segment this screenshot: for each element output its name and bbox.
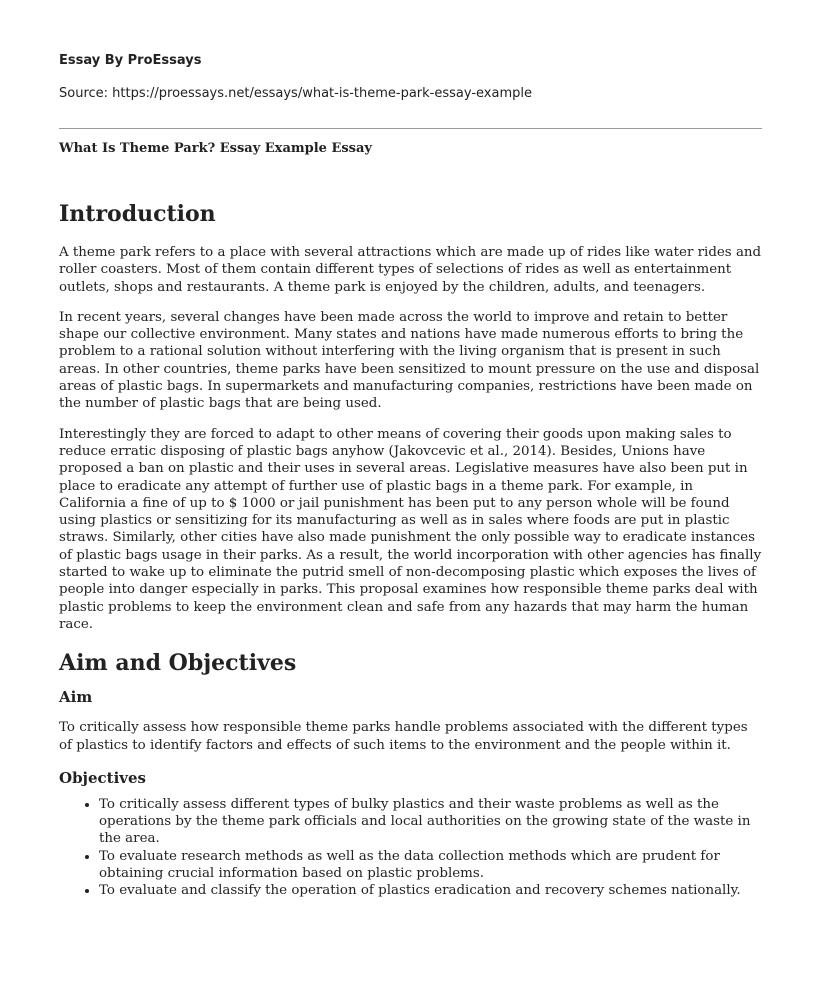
intro-paragraph-3: Interestingly they are forced to adapt to other means of covering their goods upon making sales to reduce erratic disposing of plastic bags anyhow (Jakovcevic et al., 2014). Besides, Unions have proposed a ban on plastic and their uses in several areas. Legislative measures have also been put in place to eradicate any attempt of further use of plastic bags in a theme park. For example, in California a fine of up to $ 1000 or jail punishment has been put to any person whole will be found using plastics or sensitizing for its manufacturing as well as in sales where foods are put in plastic straws. Similarly, other cities have also made punishment the only possible way to eradicate instances of plastic bags usage in their parks. As a result, the world incorporation with other agencies has finally started to wake up to eliminate the putrid smell of non-decomposing plastic which exposes the lives of people into danger especially in parks. This proposal examines how responsible theme parks deal with plastic problems to keep the environment clean and safe from any hazards that may harm the human race. [59, 426, 762, 632]
document-title: What Is Theme Park? Essay Example Essay [59, 141, 372, 156]
header-divider [59, 128, 762, 129]
objective-item: • To evaluate research methods as well as the data collection methods which are prudent for obtaining crucial information based on plastic problems. [99, 848, 764, 883]
objectives-subheading: Objectives [59, 768, 146, 787]
objective-item: • To critically assess different types of bulky plastics and their waste problems as well as the operations by the theme park officials and local authorities on the growing state of the waste in the area. [99, 796, 764, 848]
introduction-heading: Introduction [59, 201, 216, 227]
aim-paragraph: To critically assess how responsible theme parks handle problems associated with the different types of plastics to identify factors and effects of such items to the environment and the people within it. [59, 720, 748, 753]
source-line: Source: https://proessays.net/essays/what-is-theme-park-essay-example [59, 86, 532, 101]
objectives-list [59, 796, 764, 900]
intro-paragraph-1: A theme park refers to a place with several attractions which are made up of rides like water rides and roller coasters. Most of them contain different types of selections of rides as well as entertainment outlets, shops and restaurants. A theme park is enjoyed by the children, adults, and teenagers. [59, 245, 762, 295]
objective-item: • To evaluate and classify the operation of plastics eradication and recovery schemes nationally. [99, 882, 764, 899]
author-line: Essay By ProEssays [59, 53, 202, 68]
aims-heading: Aim and Objectives [59, 650, 297, 677]
essay-body [59, 200, 764, 900]
aim-subheading: Aim [59, 688, 93, 707]
intro-paragraph-2: In recent years, several changes have been made across the world to improve and retain to better shape our collective environment. Many states and nations have made numerous efforts to bring the problem to a rational solution without interfering with the living organism that is present in such areas. In other countries, theme parks have been sensitized to mount pressure on the use and disposal areas of plastic bags. In supermarkets and manufacturing companies, restrictions have been made on the number of plastic bags that are being used. [59, 309, 760, 412]
